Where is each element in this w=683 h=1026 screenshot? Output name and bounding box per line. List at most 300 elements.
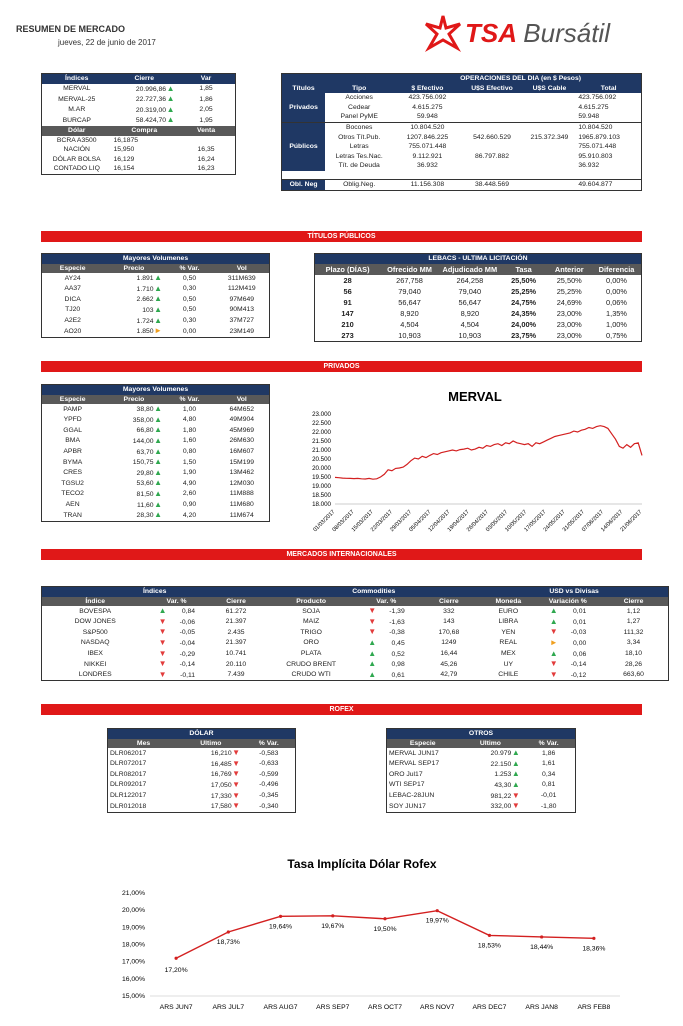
- lebacs-cell: 24,35%: [511, 308, 537, 318]
- ops-cell: 59.948: [416, 113, 438, 121]
- species-price: [103, 447, 164, 458]
- index-close: [111, 115, 177, 126]
- table-row: [282, 122, 641, 132]
- lebacs-cell: 1,35%: [606, 308, 627, 318]
- ops-cell: Cedear: [348, 103, 371, 111]
- intl-cell: PLATA: [300, 650, 322, 658]
- intl-cell: BOVESPA: [79, 607, 112, 615]
- lebacs-cell: 24,69%: [556, 297, 582, 307]
- intl-cell: 143: [443, 618, 455, 626]
- column-header: Precio: [103, 264, 164, 274]
- column-header: Cierre: [418, 597, 481, 607]
- arrow-up-icon: ▲: [154, 457, 163, 467]
- data-label: 18,73%: [216, 938, 240, 946]
- ops-cell: 1207.846.225: [406, 133, 449, 141]
- lebacs-cell: 264,258: [456, 275, 484, 285]
- lebacs-cell: 10,903: [458, 330, 482, 340]
- data-label: 19,64%: [269, 923, 293, 931]
- column-header: Adjudicado MM: [439, 264, 501, 275]
- price-value: 1.850: [136, 328, 154, 336]
- arrow-down-icon: ▼: [158, 637, 167, 647]
- rofex-name: DLR012018: [110, 802, 147, 810]
- arrow-up-icon: ▲: [154, 294, 163, 304]
- rofex-last: [179, 780, 243, 791]
- rofex-name: DLR082017: [110, 770, 147, 778]
- data-point: [279, 915, 282, 918]
- data-label: 18,53%: [477, 942, 501, 950]
- rofex-name: MERVAL SEP17: [389, 760, 440, 768]
- table-row: [315, 275, 641, 286]
- indices-table: [41, 73, 236, 175]
- data-point: [331, 914, 334, 917]
- species-vol: 49M904: [229, 416, 255, 424]
- table-row: [282, 112, 641, 122]
- table-title: LEBACS - ULTIMA LICITACIÓN: [315, 254, 641, 264]
- intl-var: [536, 670, 599, 681]
- table-row: [282, 133, 641, 143]
- var-value: 0,98: [391, 661, 405, 669]
- intl-cell: 3,34: [626, 639, 641, 647]
- species-var: 0,50: [182, 306, 197, 314]
- arrow-right-icon: ►: [154, 326, 163, 336]
- rofex-var: -0,496: [259, 781, 279, 789]
- table-row: [42, 316, 269, 327]
- column-header: Producto: [267, 597, 355, 607]
- var-value: -0,06: [179, 618, 196, 626]
- y-tick-label: 21.500: [312, 438, 331, 445]
- column-header: U$S Efectivo: [461, 84, 522, 94]
- ops-cell: Panel PyME: [340, 113, 378, 121]
- species-name: BMA: [65, 437, 80, 445]
- intl-cell: LONDRES: [78, 671, 112, 679]
- column-header: $ Efectivo: [393, 84, 461, 94]
- column-header: Cierre: [599, 597, 668, 607]
- close-value: 20.319,00: [135, 106, 167, 114]
- ops-cell: Acciones: [345, 94, 373, 102]
- price-value: 38,80: [136, 406, 154, 414]
- index-var: 2,05: [199, 106, 213, 114]
- price-value: 63,70: [136, 448, 154, 456]
- last-value: 20.979: [490, 750, 512, 758]
- arrow-up-icon: ▲: [154, 273, 163, 283]
- column-header: Especie: [42, 264, 103, 274]
- lebacs-cell: 24,75%: [511, 297, 537, 307]
- arrow-down-icon: ▼: [511, 790, 520, 800]
- lebacs-cell: 56,647: [458, 297, 482, 307]
- index-close: [111, 84, 177, 95]
- index-var: 1,85: [199, 85, 213, 93]
- column-header: Moneda: [480, 597, 536, 607]
- title-row: [315, 254, 641, 264]
- species-vol: 11M674: [229, 511, 254, 519]
- last-value: 16,769: [210, 771, 232, 779]
- table-row: [42, 115, 235, 126]
- arrow-up-icon: ▲: [154, 414, 163, 424]
- y-tick-label: 18,00%: [121, 941, 145, 949]
- x-tick-label: ARS JUN7: [159, 1004, 193, 1011]
- intl-cell: 16,44: [440, 650, 458, 658]
- header-row: [282, 84, 641, 94]
- species-vol: 12M030: [229, 479, 255, 487]
- table-row: [42, 404, 269, 415]
- x-tick-label: 15/03/2017: [350, 509, 375, 534]
- x-tick-label: 24/05/2017: [542, 509, 567, 534]
- column-header: Especie: [42, 395, 103, 405]
- arrow-up-icon: ▲: [549, 616, 558, 626]
- price-value: 28,30: [136, 512, 154, 520]
- index-name: BURCAP: [62, 116, 91, 124]
- index-name: M.AR: [68, 106, 86, 114]
- table-row: [42, 617, 668, 628]
- table-row: [42, 606, 668, 617]
- rofex-var: 1,86: [542, 749, 556, 757]
- data-label: 18,44%: [530, 943, 554, 951]
- arrow-up-icon: ▲: [154, 425, 163, 435]
- intl-var: [355, 649, 418, 660]
- last-value: 16,485: [210, 760, 232, 768]
- logo-text: TSA Bursátil: [465, 18, 610, 48]
- ops-group-name: Obl. Neg: [282, 180, 325, 190]
- species-price: [103, 478, 164, 489]
- x-tick-label: ARS SEP7: [316, 1004, 350, 1011]
- x-tick-label: 14/06/2017: [600, 509, 625, 534]
- arrow-down-icon: ▼: [232, 748, 241, 758]
- species-price: [103, 457, 164, 468]
- section-rofex: ROFEX: [41, 704, 642, 715]
- chart-title: Tasa Implícita Dólar Rofex: [287, 857, 437, 871]
- intl-var: [355, 617, 418, 628]
- species-price: [103, 305, 164, 316]
- ops-cell: 423.756.092: [408, 94, 447, 102]
- index-name: MERVAL: [63, 85, 91, 93]
- rofex-var: -0,633: [259, 760, 279, 768]
- arrow-up-icon: ▲: [511, 769, 520, 779]
- intl-var: [536, 659, 599, 670]
- lebacs-cell: 25,50%: [556, 275, 582, 285]
- lebacs-cell: 23,00%: [556, 330, 582, 340]
- ops-cell: Otros Tít.Pub.: [338, 133, 381, 141]
- ops-cell: [523, 142, 577, 152]
- intl-cell: 10.741: [225, 650, 247, 658]
- species-name: A2E2: [64, 317, 81, 325]
- last-value: 43,30: [494, 781, 512, 789]
- title-row: [282, 74, 641, 84]
- ops-cell: 423.756.092: [578, 94, 617, 102]
- y-tick-label: 19,00%: [121, 924, 145, 932]
- price-value: 1.710: [136, 285, 154, 293]
- intl-var: [148, 659, 204, 670]
- table-row: [387, 759, 575, 770]
- y-tick-label: 17,00%: [121, 958, 145, 966]
- table-row: [387, 780, 575, 791]
- table-row: [42, 105, 235, 116]
- species-price: [103, 500, 164, 511]
- arrow-up-icon: ▲: [154, 467, 163, 477]
- price-value: 1.724: [136, 317, 154, 325]
- ops-cell: 49.604.877: [576, 180, 641, 190]
- data-label: 17,20%: [164, 967, 188, 975]
- rofex-last: [458, 769, 522, 780]
- ops-cell: 11.156.308: [393, 180, 461, 190]
- species-var: 1,60: [182, 437, 197, 445]
- table-row: [42, 155, 235, 165]
- intl-cell: 21.397: [225, 639, 247, 647]
- table-row: [42, 638, 668, 649]
- lebacs-cell: 273: [341, 330, 354, 340]
- species-name: AA37: [64, 285, 81, 293]
- lebacs-table: [314, 253, 642, 342]
- ops-cell: Bocones: [325, 122, 393, 132]
- var-value: 0,00: [573, 639, 587, 647]
- table-row: [42, 659, 668, 670]
- column-header: Var. %: [355, 597, 418, 607]
- ops-cell: 1965.879.103: [578, 133, 620, 141]
- index-name: MERVAL-25: [58, 95, 96, 103]
- last-value: 16,210: [210, 750, 232, 758]
- rofex-name: DLR122017: [110, 792, 147, 800]
- species-vol: 37M727: [229, 317, 255, 325]
- column-header: Especie: [387, 739, 458, 749]
- table-row: [282, 93, 641, 103]
- rofex-name: MERVAL JUN17: [389, 749, 439, 757]
- table-row: [42, 94, 235, 105]
- column-header: Tipo: [325, 84, 393, 94]
- ops-title: OPERACIONES DEL DIA (en $ Pesos): [282, 74, 641, 84]
- column-header: Ultimo: [179, 739, 243, 749]
- x-tick-label: 19/04/2017: [446, 509, 471, 534]
- merval-chart: [280, 384, 660, 544]
- rofex-otros-table: [386, 728, 576, 813]
- arrow-up-icon: ▲: [511, 758, 520, 768]
- species-var: 0,30: [182, 317, 197, 325]
- intl-cell: 1,12: [626, 607, 641, 615]
- species-name: YPFD: [63, 416, 82, 424]
- intl-var: [148, 617, 204, 628]
- title-row: [42, 254, 269, 264]
- table-row: [387, 791, 575, 802]
- y-tick-label: 15,00%: [121, 993, 145, 1000]
- ops-cell: 38.448.569: [461, 180, 522, 190]
- rofex-last: [458, 791, 522, 802]
- column-header: Precio: [103, 395, 164, 405]
- table-row: [42, 84, 235, 95]
- section-mercados-internacionales: MERCADOS INTERNACIONALES: [41, 549, 642, 560]
- table-row: [282, 171, 641, 180]
- rofex-rate-chart: [100, 850, 640, 1024]
- ops-cell: [461, 142, 522, 152]
- header-row: [42, 126, 235, 136]
- ops-cell: 542.660.529: [473, 133, 511, 141]
- dolar-name: BCRA A3500: [56, 136, 97, 144]
- species-price: [103, 326, 164, 337]
- y-tick-label: 20.500: [312, 456, 331, 463]
- intl-cell: 61.272: [225, 607, 247, 615]
- price-value: 11,60: [137, 501, 154, 509]
- intl-cell: 1249: [441, 639, 457, 647]
- lebacs-cell: 25,50%: [511, 275, 537, 285]
- species-vol: 23M149: [229, 327, 255, 335]
- species-vol: 112M419: [227, 285, 256, 293]
- column-header: Compra: [111, 126, 177, 136]
- lebacs-cell: 10,903: [398, 330, 421, 340]
- arrow-up-icon: ▲: [154, 446, 163, 456]
- header-row: [387, 739, 575, 749]
- intl-cell: IBEX: [87, 650, 103, 658]
- dolar-name: CONTADO LIQ: [53, 165, 100, 173]
- var-value: -0,11: [180, 671, 196, 679]
- table-title: DÓLAR: [108, 729, 295, 739]
- var-value: -0,12: [570, 671, 587, 679]
- column-header: Var. %: [148, 597, 204, 607]
- intl-cell: 332: [443, 607, 455, 615]
- lebacs-cell: 0,00%: [606, 286, 627, 296]
- arrow-up-icon: ▲: [166, 104, 175, 114]
- intl-cell: MAIZ: [303, 618, 320, 626]
- ops-cell: 10.804.520: [393, 122, 461, 132]
- column-header: Anterior: [546, 264, 592, 275]
- ops-cell: 755.071.448: [578, 143, 617, 151]
- x-tick-label: 29/03/2017: [389, 509, 414, 534]
- arrow-right-icon: ►: [549, 637, 558, 647]
- species-price: [103, 436, 164, 447]
- table-row: [42, 164, 235, 174]
- var-value: -0,05: [179, 629, 196, 637]
- x-tick-label: ARS JUL7: [212, 1004, 245, 1011]
- rofex-last: [179, 748, 243, 759]
- column-header: Índice: [42, 597, 148, 607]
- lebacs-cell: 79,040: [458, 286, 482, 296]
- rofex-var: 0,81: [542, 781, 556, 789]
- species-price: [103, 316, 164, 327]
- table-title: Mayores Volumenes: [42, 385, 269, 395]
- data-label: 18,36%: [582, 945, 606, 953]
- species-var: 1,00: [182, 405, 197, 413]
- ops-cell: [523, 103, 577, 113]
- arrow-up-icon: ▲: [166, 94, 175, 104]
- ops-cell: [523, 161, 577, 171]
- x-tick-label: ARS AUG7: [263, 1004, 298, 1011]
- var-value: -1,39: [389, 608, 405, 616]
- close-value: 22.727,36: [135, 96, 167, 104]
- table-row: [42, 500, 269, 511]
- arrow-up-icon: ▲: [158, 606, 167, 616]
- table-row: [42, 468, 269, 479]
- table-row: [282, 152, 641, 162]
- table-row: [42, 436, 269, 447]
- column-header: Cierre: [111, 74, 177, 84]
- x-tick-label: 17/05/2017: [523, 509, 548, 534]
- arrow-up-icon: ▲: [549, 648, 558, 658]
- intl-cell: MEX: [500, 650, 516, 658]
- rofex-name: ORO Jul17: [389, 770, 423, 778]
- species-vol: 97M649: [229, 295, 255, 303]
- y-tick-label: 23.000: [312, 411, 331, 418]
- intl-table: [41, 586, 669, 681]
- table-row: [42, 136, 235, 146]
- species-vol: 11M680: [229, 501, 254, 509]
- intl-cell: 21.397: [225, 618, 247, 626]
- table-row: [42, 510, 269, 521]
- table-row: [42, 627, 668, 638]
- rofex-last: [179, 801, 243, 812]
- intl-cell: 1,27: [626, 618, 641, 626]
- species-var: 4,80: [182, 416, 197, 424]
- var-value: 0,01: [573, 608, 587, 616]
- intl-cell: CRUDO WTI: [291, 671, 331, 679]
- intl-cell: S&P500: [82, 628, 108, 636]
- table-row: [282, 161, 641, 171]
- intl-cell: DOW JONES: [74, 618, 116, 626]
- last-value: 22.150: [490, 760, 512, 768]
- table-row: [282, 142, 641, 152]
- rofex-var: -0,340: [259, 802, 279, 810]
- x-tick-label: 05/04/2017: [408, 509, 433, 534]
- intl-var: [355, 606, 418, 617]
- arrow-down-icon: ▼: [232, 758, 241, 768]
- dolar-sell: 16,35: [197, 146, 215, 154]
- intl-var: [148, 627, 204, 638]
- arrow-down-icon: ▼: [368, 606, 377, 616]
- price-value: 358,00: [132, 416, 154, 424]
- last-value: 332,00: [490, 803, 512, 811]
- arrow-up-icon: ▲: [154, 404, 163, 414]
- close-value: 20.996,86: [135, 85, 167, 93]
- intl-cell: 663,60: [623, 671, 644, 679]
- rofex-name: DLR062017: [110, 749, 147, 757]
- species-price: [103, 284, 164, 295]
- title-row: [108, 729, 295, 739]
- rofex-last: [179, 759, 243, 770]
- var-value: 0,06: [573, 650, 587, 658]
- title-row: [42, 385, 269, 395]
- lebacs-cell: 267,758: [396, 275, 423, 285]
- lebacs-cell: 0,00%: [606, 275, 627, 285]
- y-tick-label: 20.000: [312, 465, 331, 472]
- species-vol: 90M413: [229, 306, 255, 314]
- y-tick-label: 18.500: [312, 492, 331, 499]
- group-title: Commodities: [267, 587, 480, 597]
- ops-cell: [461, 103, 522, 113]
- chart-title: MERVAL: [448, 389, 502, 404]
- intl-cell: ORO: [303, 639, 319, 647]
- x-tick-label: 26/04/2017: [465, 509, 490, 534]
- species-var: 0,90: [182, 501, 197, 509]
- index-var: 1,86: [199, 95, 213, 103]
- dolar-buy: 15,950: [113, 146, 135, 154]
- species-vol: 15M199: [229, 458, 255, 466]
- species-price: [103, 489, 164, 500]
- intl-cell: REAL: [499, 639, 518, 647]
- var-value: 0,61: [391, 671, 405, 679]
- species-var: 0,50: [182, 295, 197, 303]
- species-name: AY24: [64, 274, 81, 282]
- header-row: [315, 264, 641, 275]
- data-point: [175, 957, 178, 960]
- column-header: Plazo (DÍAS): [315, 264, 380, 275]
- rofex-name: DLR072017: [110, 760, 147, 768]
- column-header: Vol: [215, 395, 270, 405]
- header-row: [108, 739, 295, 749]
- merval-series-line: [335, 426, 642, 480]
- table-row: [42, 670, 668, 681]
- species-name: BYMA: [63, 458, 83, 466]
- intl-cell: LIBRA: [498, 618, 519, 626]
- ops-cell: Letras Tes.Nac.: [335, 152, 383, 160]
- species-var: 2,60: [182, 490, 197, 498]
- arrow-up-icon: ▲: [166, 115, 175, 125]
- species-var: 0,00: [182, 327, 197, 335]
- arrow-down-icon: ▼: [368, 616, 377, 626]
